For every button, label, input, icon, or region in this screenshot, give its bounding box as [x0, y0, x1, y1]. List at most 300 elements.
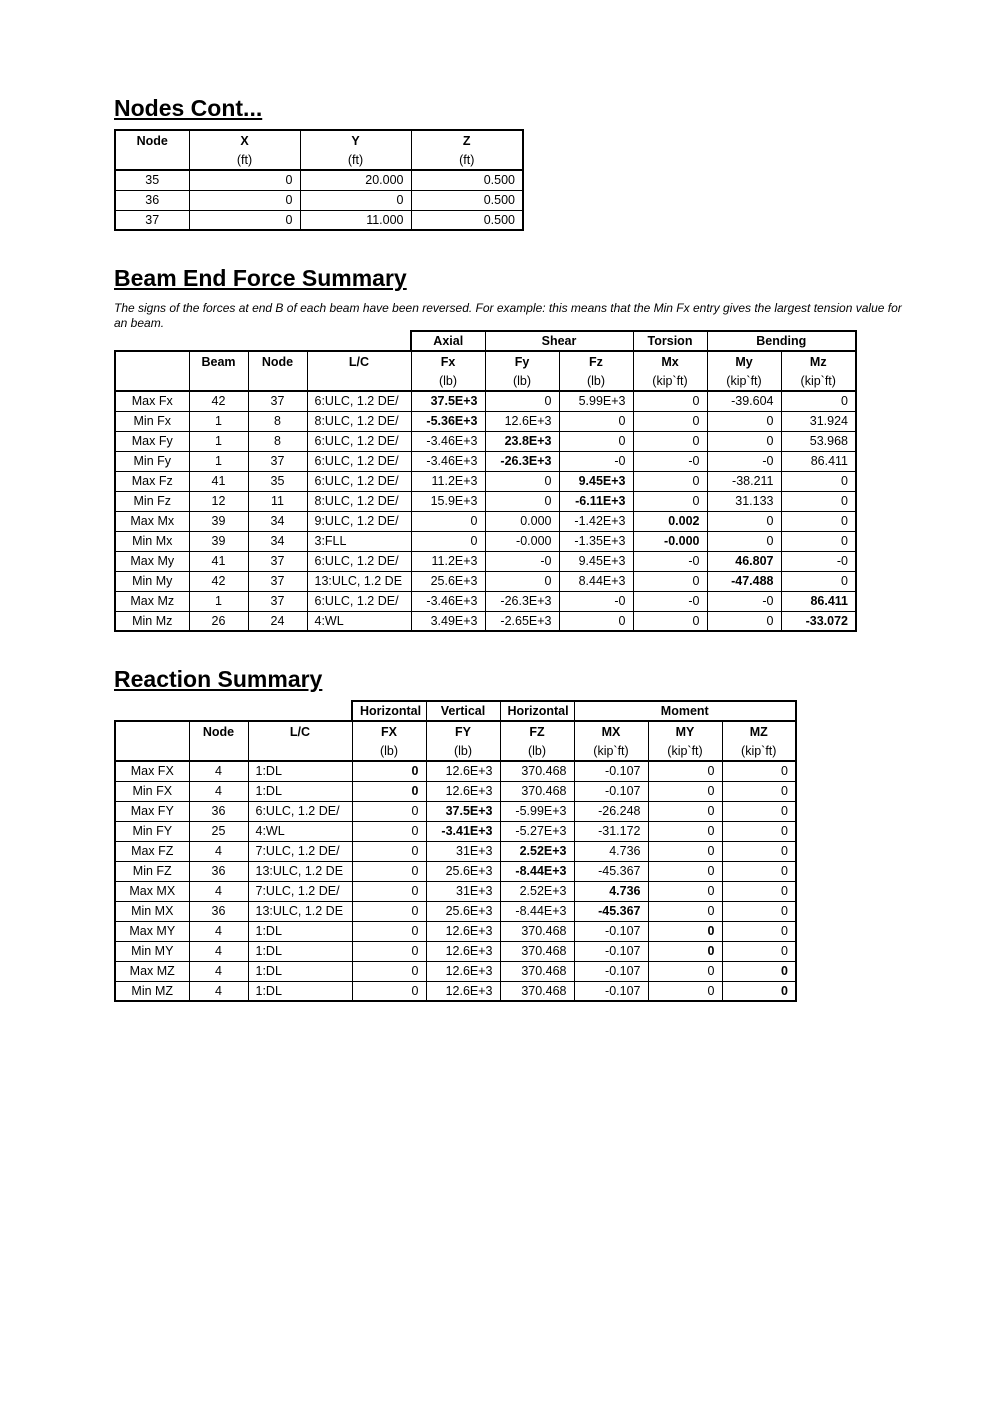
- row-node: 37: [248, 591, 307, 611]
- value-cell: -0: [633, 551, 707, 571]
- value-cell: 4.736: [574, 841, 648, 861]
- col-header: MX: [574, 721, 648, 741]
- value-cell: 0: [485, 471, 559, 491]
- value-cell: 0: [352, 881, 426, 901]
- col-header: Mz: [781, 351, 856, 371]
- table-row: [115, 781, 796, 801]
- table-row: [115, 531, 856, 551]
- value-cell: 0: [648, 781, 722, 801]
- table-row: [115, 411, 856, 431]
- col-unit: (lb): [411, 371, 485, 391]
- beam-note: The signs of the forces at end B of each beam have been reversed. For example: this means that the Min Fx entry gives the largest tension value for an beam.: [114, 301, 902, 330]
- value-cell: 0: [559, 611, 633, 631]
- table-row: [115, 821, 796, 841]
- row-label: Max Fz: [115, 471, 189, 491]
- value-cell: -26.3E+3: [485, 451, 559, 471]
- col-header: L/C: [307, 351, 411, 371]
- row-lc: 8:ULC, 1.2 DE/: [307, 411, 411, 431]
- value-cell: 0: [352, 941, 426, 961]
- value-cell: 31.133: [707, 491, 781, 511]
- table-cell: 0.500: [411, 190, 523, 210]
- col-header: My: [707, 351, 781, 371]
- row-node: 4: [189, 981, 248, 1001]
- col-unit: (ft): [411, 150, 523, 170]
- col-header: Fy: [485, 351, 559, 371]
- value-cell: 0: [781, 531, 856, 551]
- col-unit: (lb): [500, 741, 574, 761]
- value-cell: 0: [352, 961, 426, 981]
- value-cell: -0: [633, 591, 707, 611]
- row-lc: 9:ULC, 1.2 DE/: [307, 511, 411, 531]
- row-beam: 42: [189, 391, 248, 411]
- value-cell: -45.367: [574, 901, 648, 921]
- col-header: FX: [352, 721, 426, 741]
- row-lc: 7:ULC, 1.2 DE/: [248, 881, 352, 901]
- value-cell: 12.6E+3: [426, 781, 500, 801]
- value-cell: -1.35E+3: [559, 531, 633, 551]
- group-header: Axial: [411, 331, 485, 351]
- value-cell: 15.9E+3: [411, 491, 485, 511]
- table-cell: 0: [189, 210, 300, 230]
- value-cell: 0: [722, 801, 796, 821]
- value-cell: 0: [722, 941, 796, 961]
- value-cell: 0: [781, 471, 856, 491]
- value-cell: 0: [722, 881, 796, 901]
- value-cell: -5.99E+3: [500, 801, 574, 821]
- table-row: [115, 190, 523, 210]
- row-node: 24: [248, 611, 307, 631]
- reaction-title: Reaction Summary: [114, 666, 323, 692]
- value-cell: 31E+3: [426, 841, 500, 861]
- value-cell: -0: [781, 551, 856, 571]
- row-label: Max FZ: [115, 841, 189, 861]
- value-cell: 86.411: [781, 451, 856, 471]
- row-node: 36: [189, 801, 248, 821]
- row-node: 4: [189, 761, 248, 781]
- row-node: 11: [248, 491, 307, 511]
- value-cell: 0: [781, 391, 856, 411]
- col-header: Fx: [411, 351, 485, 371]
- row-lc: 1:DL: [248, 781, 352, 801]
- value-cell: 5.99E+3: [559, 391, 633, 411]
- value-cell: 0: [633, 411, 707, 431]
- value-cell: 0: [485, 391, 559, 411]
- row-lc: 6:ULC, 1.2 DE/: [248, 801, 352, 821]
- group-header: Torsion: [633, 331, 707, 351]
- value-cell: -0.000: [633, 531, 707, 551]
- row-label: Min Fx: [115, 411, 189, 431]
- table-row: [115, 981, 796, 1001]
- value-cell: 0: [352, 821, 426, 841]
- value-cell: -0.107: [574, 981, 648, 1001]
- value-cell: -39.604: [707, 391, 781, 411]
- value-cell: 0: [722, 841, 796, 861]
- row-label: Min Mz: [115, 611, 189, 631]
- value-cell: 0: [352, 861, 426, 881]
- value-cell: 0: [707, 411, 781, 431]
- value-cell: 0: [648, 921, 722, 941]
- table-cell: 37: [115, 210, 189, 230]
- value-cell: 37.5E+3: [426, 801, 500, 821]
- value-cell: -33.072: [781, 611, 856, 631]
- value-cell: -0: [633, 451, 707, 471]
- value-cell: 0.000: [485, 511, 559, 531]
- value-cell: 46.807: [707, 551, 781, 571]
- row-lc: 6:ULC, 1.2 DE/: [307, 551, 411, 571]
- value-cell: 0: [648, 981, 722, 1001]
- value-cell: 25.6E+3: [411, 571, 485, 591]
- col-header: Y: [300, 130, 411, 150]
- row-node: 34: [248, 531, 307, 551]
- row-node: 35: [248, 471, 307, 491]
- value-cell: -26.248: [574, 801, 648, 821]
- row-node: 4: [189, 961, 248, 981]
- row-label: Max FY: [115, 801, 189, 821]
- table-row: [115, 451, 856, 471]
- value-cell: 11.2E+3: [411, 551, 485, 571]
- value-cell: 0: [707, 511, 781, 531]
- value-cell: 0: [352, 761, 426, 781]
- value-cell: 0: [352, 801, 426, 821]
- value-cell: -1.42E+3: [559, 511, 633, 531]
- col-unit: [248, 371, 307, 391]
- value-cell: 370.468: [500, 961, 574, 981]
- col-header: MZ: [722, 721, 796, 741]
- value-cell: 0: [352, 981, 426, 1001]
- row-node: 4: [189, 941, 248, 961]
- table-row: [115, 431, 856, 451]
- value-cell: 0: [633, 611, 707, 631]
- row-lc: 8:ULC, 1.2 DE/: [307, 491, 411, 511]
- value-cell: -6.11E+3: [559, 491, 633, 511]
- table-cell: 0: [189, 170, 300, 190]
- value-cell: 0: [352, 921, 426, 941]
- col-header: Node: [248, 351, 307, 371]
- row-label: Min Mx: [115, 531, 189, 551]
- row-lc: 6:ULC, 1.2 DE/: [307, 591, 411, 611]
- col-header: MY: [648, 721, 722, 741]
- row-lc: 1:DL: [248, 941, 352, 961]
- value-cell: 0: [633, 491, 707, 511]
- beam-end-force-table: [114, 330, 857, 632]
- row-lc: 13:ULC, 1.2 DE: [307, 571, 411, 591]
- group-header: Shear: [485, 331, 633, 351]
- value-cell: 4.736: [574, 881, 648, 901]
- value-cell: -26.3E+3: [485, 591, 559, 611]
- row-lc: 6:ULC, 1.2 DE/: [307, 431, 411, 451]
- value-cell: 0: [559, 411, 633, 431]
- col-unit: (kip`ft): [633, 371, 707, 391]
- value-cell: 12.6E+3: [426, 921, 500, 941]
- row-beam: 41: [189, 551, 248, 571]
- value-cell: 12.6E+3: [426, 761, 500, 781]
- table-cell: 0: [189, 190, 300, 210]
- row-lc: 1:DL: [248, 921, 352, 941]
- value-cell: 0: [485, 491, 559, 511]
- value-cell: -0.000: [485, 531, 559, 551]
- table-cell: 20.000: [300, 170, 411, 190]
- row-beam: 1: [189, 431, 248, 451]
- row-lc: 6:ULC, 1.2 DE/: [307, 451, 411, 471]
- col-unit: (lb): [485, 371, 559, 391]
- row-beam: 26: [189, 611, 248, 631]
- table-row: [115, 841, 796, 861]
- group-spacer: [115, 331, 411, 351]
- row-node: 37: [248, 451, 307, 471]
- value-cell: 12.6E+3: [426, 961, 500, 981]
- row-label: Max FX: [115, 761, 189, 781]
- group-header: Bending: [707, 331, 856, 351]
- row-label: Min My: [115, 571, 189, 591]
- row-label: Min FX: [115, 781, 189, 801]
- value-cell: 0: [648, 881, 722, 901]
- value-cell: 0: [633, 471, 707, 491]
- value-cell: 25.6E+3: [426, 901, 500, 921]
- row-label: Max Fy: [115, 431, 189, 451]
- col-unit: (kip`ft): [722, 741, 796, 761]
- table-row: [115, 611, 856, 631]
- table-row: [115, 210, 523, 230]
- row-label: Max Mx: [115, 511, 189, 531]
- value-cell: 0: [722, 981, 796, 1001]
- row-lc: 4:WL: [248, 821, 352, 841]
- beam-title: Beam End Force Summary: [114, 265, 407, 291]
- table-row: [115, 471, 856, 491]
- row-lc: 13:ULC, 1.2 DE: [248, 901, 352, 921]
- value-cell: 0: [648, 821, 722, 841]
- row-lc: 3:FLL: [307, 531, 411, 551]
- col-unit: (kip`ft): [648, 741, 722, 761]
- table-row: [115, 391, 856, 411]
- value-cell: 31.924: [781, 411, 856, 431]
- value-cell: 0: [781, 571, 856, 591]
- value-cell: 0: [648, 841, 722, 861]
- reaction-summary-table: [114, 700, 797, 1002]
- col-unit: [189, 741, 248, 761]
- value-cell: 0: [781, 511, 856, 531]
- group-header: Horizontal: [352, 701, 426, 721]
- value-cell: 0: [722, 921, 796, 941]
- row-beam: 41: [189, 471, 248, 491]
- table-row: [115, 961, 796, 981]
- table-row: [115, 941, 796, 961]
- col-unit: [115, 371, 189, 391]
- value-cell: -0: [559, 591, 633, 611]
- value-cell: -0.107: [574, 781, 648, 801]
- row-beam: 39: [189, 531, 248, 551]
- value-cell: 370.468: [500, 941, 574, 961]
- value-cell: 0: [648, 941, 722, 961]
- col-unit: [189, 371, 248, 391]
- value-cell: 53.968: [781, 431, 856, 451]
- value-cell: -8.44E+3: [500, 861, 574, 881]
- value-cell: 370.468: [500, 761, 574, 781]
- value-cell: 12.6E+3: [426, 981, 500, 1001]
- row-beam: 39: [189, 511, 248, 531]
- value-cell: -0.107: [574, 921, 648, 941]
- row-label: Max MX: [115, 881, 189, 901]
- table-row: [115, 170, 523, 190]
- value-cell: 0: [648, 801, 722, 821]
- row-beam: 42: [189, 571, 248, 591]
- value-cell: -45.367: [574, 861, 648, 881]
- row-lc: 13:ULC, 1.2 DE: [248, 861, 352, 881]
- row-node: 4: [189, 841, 248, 861]
- row-node: 37: [248, 391, 307, 411]
- row-node: 4: [189, 781, 248, 801]
- table-row: [115, 591, 856, 611]
- row-lc: 1:DL: [248, 961, 352, 981]
- row-beam: 1: [189, 451, 248, 471]
- row-lc: 6:ULC, 1.2 DE/: [307, 471, 411, 491]
- value-cell: 9.45E+3: [559, 471, 633, 491]
- table-cell: 0.500: [411, 210, 523, 230]
- value-cell: -5.27E+3: [500, 821, 574, 841]
- row-node: 8: [248, 431, 307, 451]
- col-header: Beam: [189, 351, 248, 371]
- value-cell: 0: [722, 861, 796, 881]
- value-cell: 0.002: [633, 511, 707, 531]
- value-cell: 370.468: [500, 981, 574, 1001]
- value-cell: 37.5E+3: [411, 391, 485, 411]
- row-node: 36: [189, 901, 248, 921]
- value-cell: -3.46E+3: [411, 591, 485, 611]
- row-node: 25: [189, 821, 248, 841]
- value-cell: 0: [485, 571, 559, 591]
- value-cell: -3.46E+3: [411, 431, 485, 451]
- col-unit: (kip`ft): [707, 371, 781, 391]
- col-header: Node: [115, 130, 189, 150]
- value-cell: -8.44E+3: [500, 901, 574, 921]
- row-beam: 12: [189, 491, 248, 511]
- row-node: 34: [248, 511, 307, 531]
- value-cell: 8.44E+3: [559, 571, 633, 591]
- value-cell: -47.488: [707, 571, 781, 591]
- table-cell: 0.500: [411, 170, 523, 190]
- value-cell: -0.107: [574, 761, 648, 781]
- value-cell: 31E+3: [426, 881, 500, 901]
- col-unit: (lb): [559, 371, 633, 391]
- row-label: Min MZ: [115, 981, 189, 1001]
- value-cell: -0: [559, 451, 633, 471]
- col-header: Mx: [633, 351, 707, 371]
- value-cell: -0.107: [574, 941, 648, 961]
- value-cell: -0: [707, 591, 781, 611]
- row-node: 8: [248, 411, 307, 431]
- value-cell: 25.6E+3: [426, 861, 500, 881]
- col-header: [115, 351, 189, 371]
- col-unit: (lb): [352, 741, 426, 761]
- row-label: Min Fy: [115, 451, 189, 471]
- group-header: Vertical: [426, 701, 500, 721]
- nodes-table: [114, 129, 524, 231]
- col-header: Fz: [559, 351, 633, 371]
- row-beam: 1: [189, 411, 248, 431]
- row-beam: 1: [189, 591, 248, 611]
- col-unit: [115, 741, 189, 761]
- col-unit: (ft): [189, 150, 300, 170]
- group-spacer: [115, 701, 352, 721]
- nodes-title: Nodes Cont...: [114, 95, 263, 121]
- table-row: [115, 551, 856, 571]
- row-label: Max MZ: [115, 961, 189, 981]
- value-cell: 0: [352, 841, 426, 861]
- row-lc: 6:ULC, 1.2 DE/: [307, 391, 411, 411]
- value-cell: 0: [352, 781, 426, 801]
- table-cell: 11.000: [300, 210, 411, 230]
- value-cell: 0: [633, 431, 707, 451]
- table-row: [115, 491, 856, 511]
- value-cell: 3.49E+3: [411, 611, 485, 631]
- col-unit: (kip`ft): [574, 741, 648, 761]
- row-label: Max MY: [115, 921, 189, 941]
- value-cell: 0: [722, 821, 796, 841]
- value-cell: -0: [707, 451, 781, 471]
- col-header: Z: [411, 130, 523, 150]
- table-row: [115, 861, 796, 881]
- value-cell: 0: [648, 961, 722, 981]
- value-cell: 0: [781, 491, 856, 511]
- value-cell: 0: [648, 861, 722, 881]
- row-label: Min Fz: [115, 491, 189, 511]
- table-cell: 35: [115, 170, 189, 190]
- value-cell: 0: [633, 571, 707, 591]
- col-unit: (ft): [300, 150, 411, 170]
- col-header: X: [189, 130, 300, 150]
- row-node: 37: [248, 571, 307, 591]
- row-label: Min FZ: [115, 861, 189, 881]
- value-cell: 0: [559, 431, 633, 451]
- value-cell: 23.8E+3: [485, 431, 559, 451]
- value-cell: 0: [633, 391, 707, 411]
- table-row: [115, 901, 796, 921]
- value-cell: 9.45E+3: [559, 551, 633, 571]
- value-cell: 0: [722, 781, 796, 801]
- table-row: [115, 801, 796, 821]
- value-cell: -3.46E+3: [411, 451, 485, 471]
- value-cell: 0: [411, 531, 485, 551]
- value-cell: -31.172: [574, 821, 648, 841]
- col-header: [115, 721, 189, 741]
- value-cell: -3.41E+3: [426, 821, 500, 841]
- value-cell: 0: [411, 511, 485, 531]
- row-label: Min MX: [115, 901, 189, 921]
- value-cell: -2.65E+3: [485, 611, 559, 631]
- table-cell: 0: [300, 190, 411, 210]
- col-header: FZ: [500, 721, 574, 741]
- group-header: Horizontal: [500, 701, 574, 721]
- value-cell: 0: [707, 431, 781, 451]
- row-node: 4: [189, 921, 248, 941]
- row-label: Max My: [115, 551, 189, 571]
- table-row: [115, 511, 856, 531]
- col-unit: [115, 150, 189, 170]
- table-row: [115, 921, 796, 941]
- row-lc: 4:WL: [307, 611, 411, 631]
- value-cell: 0: [648, 761, 722, 781]
- group-header: Moment: [574, 701, 796, 721]
- row-lc: 7:ULC, 1.2 DE/: [248, 841, 352, 861]
- value-cell: 0: [707, 531, 781, 551]
- col-unit: (kip`ft): [781, 371, 856, 391]
- col-unit: [248, 741, 352, 761]
- value-cell: 2.52E+3: [500, 881, 574, 901]
- value-cell: -0: [485, 551, 559, 571]
- value-cell: -38.211: [707, 471, 781, 491]
- table-row: [115, 761, 796, 781]
- row-node: 4: [189, 881, 248, 901]
- value-cell: 0: [722, 761, 796, 781]
